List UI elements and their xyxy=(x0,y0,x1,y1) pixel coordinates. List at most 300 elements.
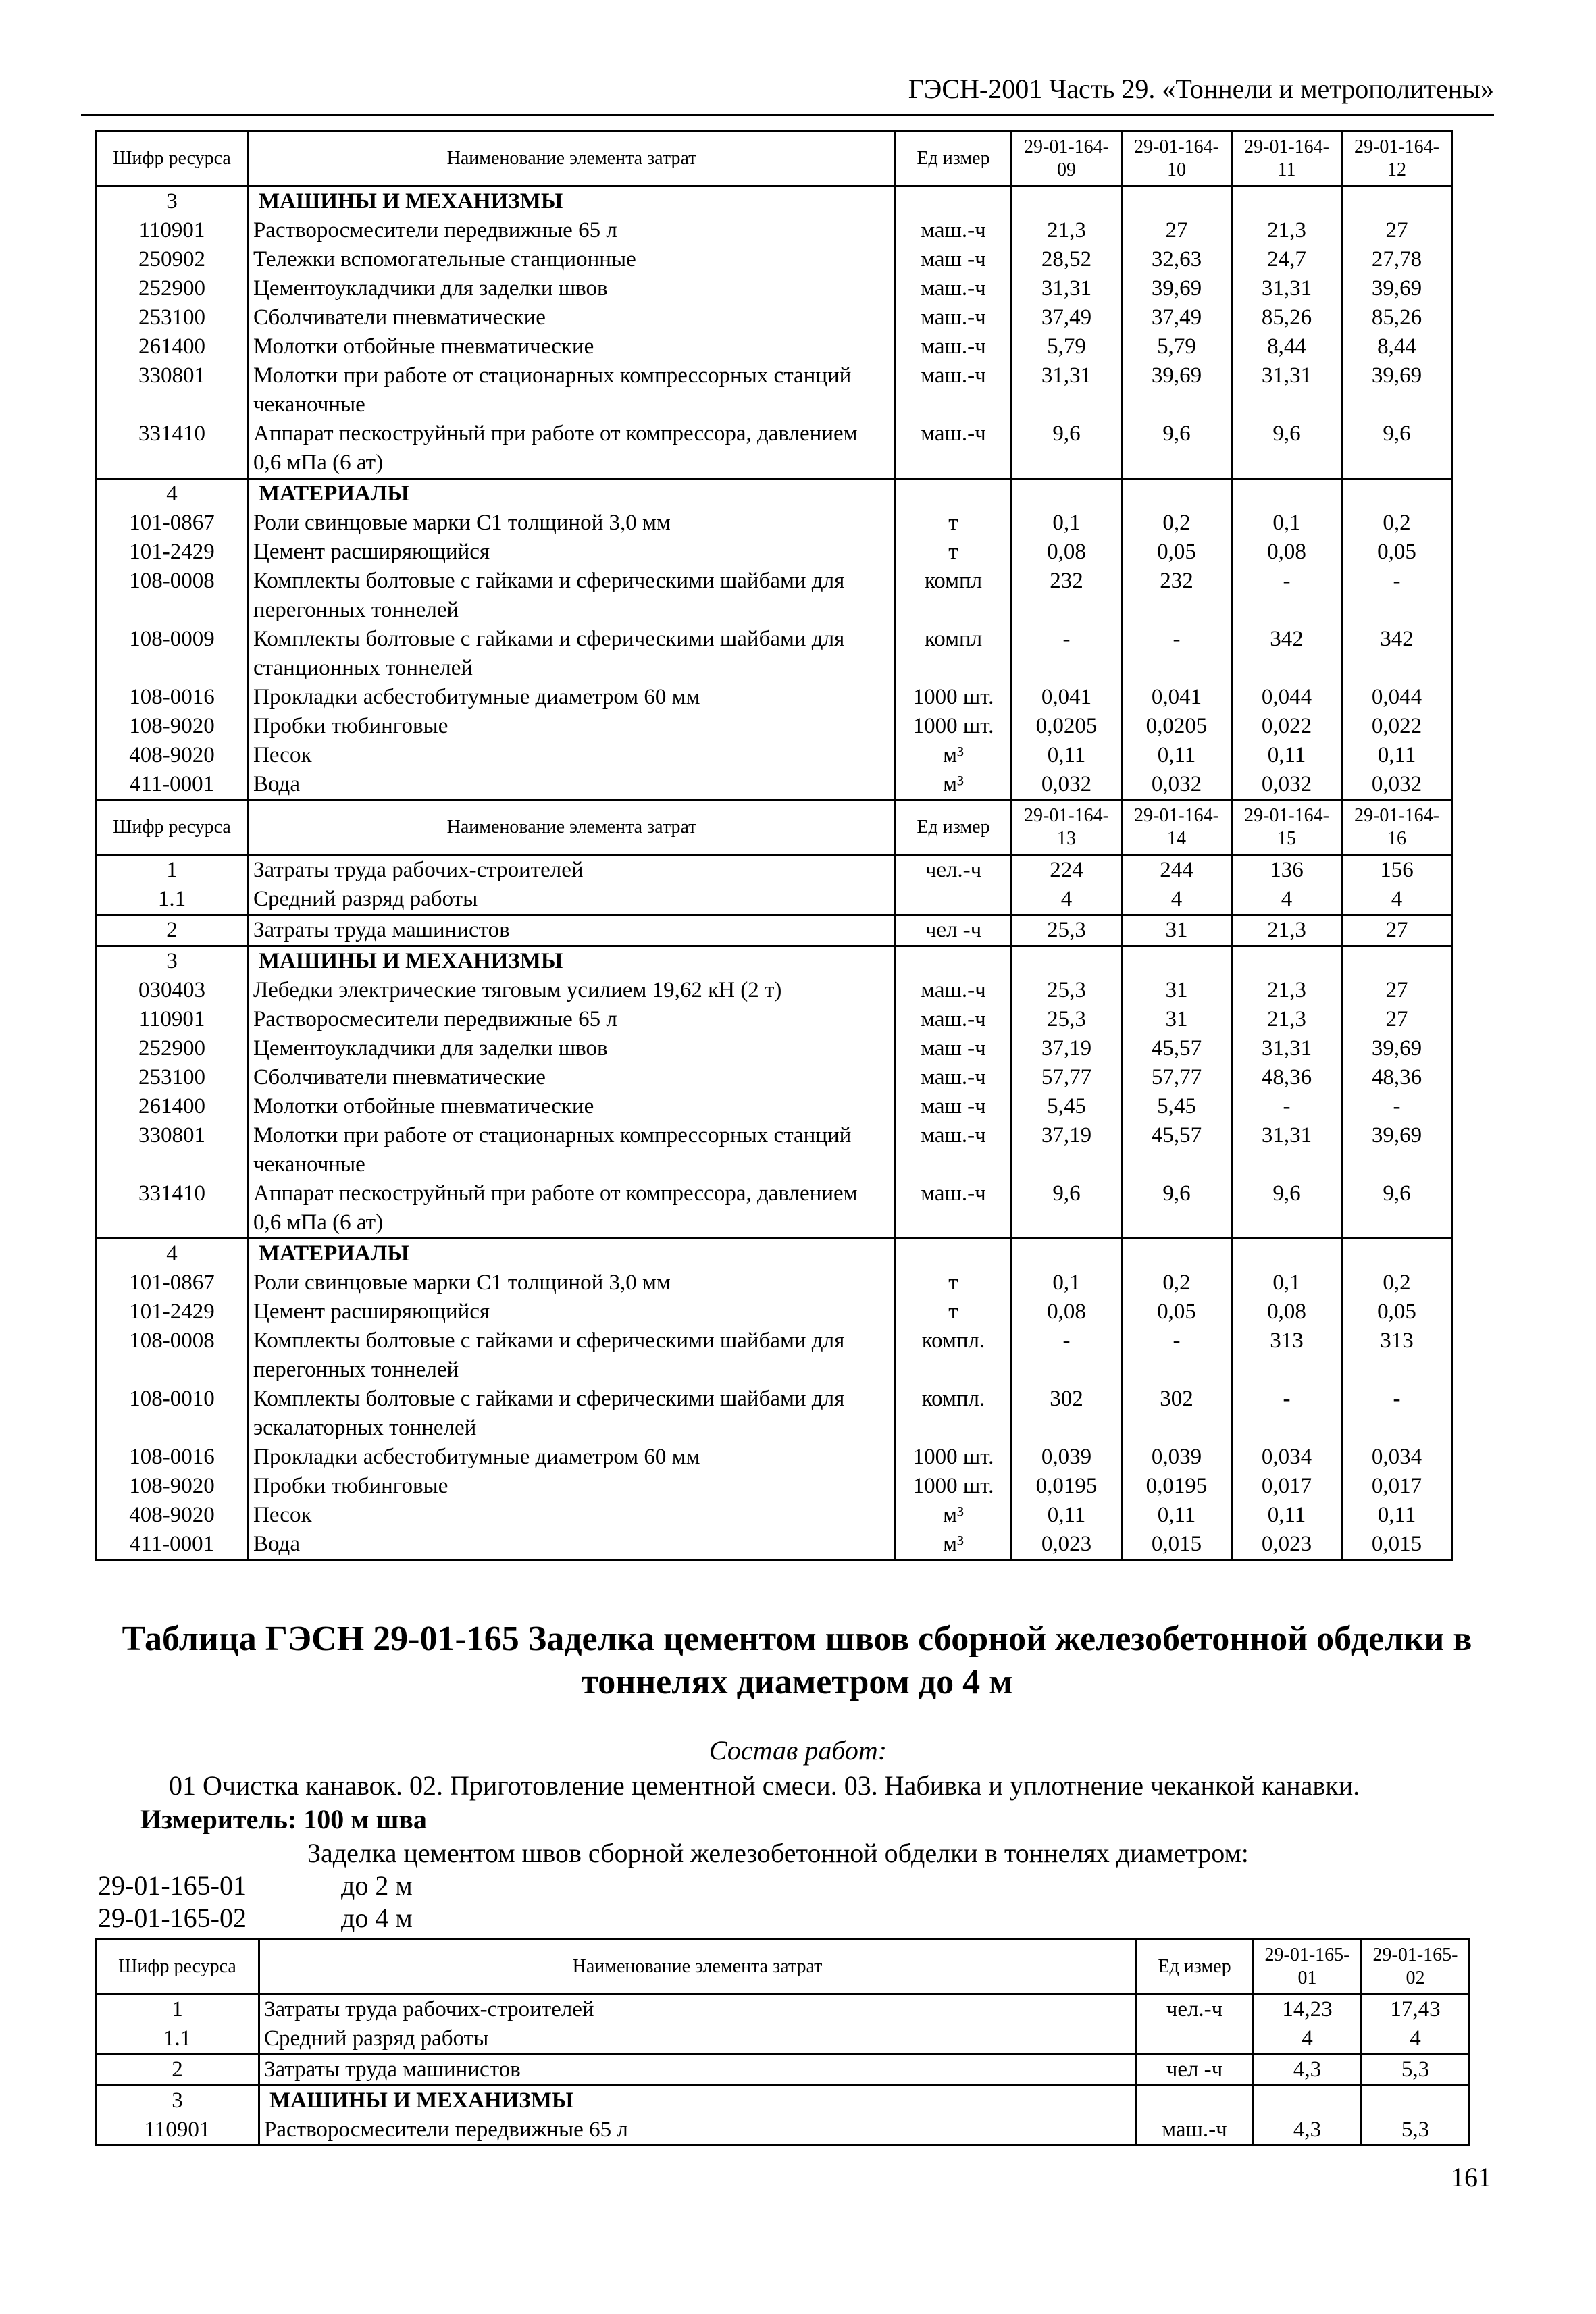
value-cell: 39,69 xyxy=(1342,274,1452,303)
value-cell: 0,11 xyxy=(1122,741,1232,770)
resource-code: 108-9020 xyxy=(96,712,249,741)
value-cell: 31,31 xyxy=(1232,361,1342,419)
value-cell: 0,023 xyxy=(1232,1530,1342,1560)
resource-row xyxy=(96,1443,1452,1472)
section-row xyxy=(96,1239,1452,1269)
value-cell: 39,69 xyxy=(1342,1034,1452,1063)
value-cell: 4 xyxy=(1362,2024,1470,2055)
resource-code: 108-0009 xyxy=(96,625,249,683)
resource-row xyxy=(96,1063,1452,1092)
resource-name: Роли свинцовые марки С1 толщиной 3,0 мм xyxy=(249,1268,896,1297)
resource-table-165 xyxy=(95,1938,1470,2146)
value-cell: 0,05 xyxy=(1122,538,1232,567)
section-title: МАШИНЫ И МЕХАНИЗМЫ xyxy=(249,186,896,217)
unit-cell: 1000 шт. xyxy=(896,1443,1012,1472)
value-cell: 0,032 xyxy=(1232,770,1342,800)
value-cell: 4 xyxy=(1122,885,1232,915)
unit-cell xyxy=(896,885,1012,915)
unit-cell xyxy=(1136,2024,1254,2055)
resource-row xyxy=(96,1327,1452,1385)
section-row xyxy=(96,2086,1470,2116)
resource-code: 1 xyxy=(96,1995,259,2025)
resource-code: 2 xyxy=(96,2055,259,2086)
value-cell: 0,032 xyxy=(1342,770,1452,800)
value-cell: 37,19 xyxy=(1012,1034,1122,1063)
value-cell: - xyxy=(1012,625,1122,683)
header-unit: Ед измер xyxy=(1136,1940,1254,1995)
unit-cell: компл. xyxy=(896,1327,1012,1385)
header-norm-code: 29-01-164-16 xyxy=(1342,800,1452,855)
unit-cell: м³ xyxy=(896,1501,1012,1530)
value-cell: 27 xyxy=(1342,216,1452,245)
resource-name: Растворосмесители передвижные 65 л xyxy=(249,1005,896,1034)
header-name: Наименование элемента затрат xyxy=(249,800,896,855)
resource-code: 330801 xyxy=(96,1121,249,1179)
resource-name: Растворосмесители передвижные 65 л xyxy=(249,216,896,245)
variant-code: 29-01-165-01 xyxy=(98,1870,247,1901)
resource-row xyxy=(96,770,1452,800)
header-norm-code: 29-01-164-15 xyxy=(1232,800,1342,855)
value-cell: 0,0205 xyxy=(1012,712,1122,741)
section-row xyxy=(96,946,1452,977)
resource-code: 101-2429 xyxy=(96,1297,249,1327)
value-cell: 9,6 xyxy=(1232,1179,1342,1239)
value-cell: 0,11 xyxy=(1122,1501,1232,1530)
value-cell: 27 xyxy=(1342,1005,1452,1034)
value-cell: - xyxy=(1342,1385,1452,1443)
value-cell: 14,23 xyxy=(1254,1995,1362,2025)
value-cell xyxy=(1232,186,1342,217)
resource-code: 2 xyxy=(96,915,249,946)
value-cell: 32,63 xyxy=(1122,245,1232,274)
value-cell: 4 xyxy=(1254,2024,1362,2055)
resource-row xyxy=(96,303,1452,332)
table-header-row xyxy=(96,800,1452,855)
value-cell: 0,05 xyxy=(1342,1297,1452,1327)
resource-row xyxy=(96,1995,1470,2025)
value-cell: 27 xyxy=(1342,915,1452,946)
value-cell: 5,3 xyxy=(1362,2055,1470,2086)
table-title: Таблица ГЭСН 29-01-165 Заделка цементом швов сборной железобетонной обделки в тоннелях диаметром до 4 м xyxy=(122,1620,1472,1701)
value-cell: 302 xyxy=(1122,1385,1232,1443)
value-cell: 45,57 xyxy=(1122,1121,1232,1179)
section-title: МАШИНЫ И МЕХАНИЗМЫ xyxy=(249,946,896,977)
resource-row xyxy=(96,915,1452,946)
value-cell xyxy=(1362,2086,1470,2116)
value-cell: 27 xyxy=(1342,976,1452,1005)
value-cell: 0,08 xyxy=(1012,538,1122,567)
value-cell: 0,032 xyxy=(1122,770,1232,800)
value-cell xyxy=(1122,1239,1232,1269)
value-cell: 136 xyxy=(1232,855,1342,885)
unit-cell: чел.-ч xyxy=(896,855,1012,885)
value-cell: 0,034 xyxy=(1232,1443,1342,1472)
value-cell: 313 xyxy=(1342,1327,1452,1385)
resource-row xyxy=(96,1179,1452,1239)
resource-code: 1.1 xyxy=(96,885,249,915)
resource-name: Тележки вспомогательные станционные xyxy=(249,245,896,274)
resource-code: 253100 xyxy=(96,303,249,332)
resource-row xyxy=(96,245,1452,274)
resource-name: Средний разряд работы xyxy=(249,885,896,915)
resource-name: Цемент расширяющийся xyxy=(249,1297,896,1327)
composition-text: 01 Очистка канавок. 02. Приготовление цементной смеси. 03. Набивка и уплотнение чеканкой канавки. xyxy=(169,1770,1360,1801)
value-cell: 27,78 xyxy=(1342,245,1452,274)
resource-name: Затраты труда рабочих-строителей xyxy=(249,855,896,885)
value-cell: 0,039 xyxy=(1122,1443,1232,1472)
value-cell: - xyxy=(1342,567,1452,625)
value-cell: 31,31 xyxy=(1232,1034,1342,1063)
value-cell: 9,6 xyxy=(1012,419,1122,479)
resource-code: 411-0001 xyxy=(96,1530,249,1560)
unit-cell xyxy=(1136,2086,1254,2116)
unit-cell: маш.-ч xyxy=(896,976,1012,1005)
value-cell: 244 xyxy=(1122,855,1232,885)
composition-heading: Состав работ: xyxy=(709,1735,887,1766)
resource-name: Комплекты болтовые с гайками и сферическими шайбами для станционных тоннелей xyxy=(249,625,896,683)
value-cell: 0,032 xyxy=(1012,770,1122,800)
value-cell xyxy=(1232,946,1342,977)
unit-cell xyxy=(896,479,1012,509)
value-cell: 232 xyxy=(1012,567,1122,625)
unit-cell: маш.-ч xyxy=(896,1005,1012,1034)
value-cell xyxy=(1012,1239,1122,1269)
resource-code: 252900 xyxy=(96,274,249,303)
value-cell: 21,3 xyxy=(1012,216,1122,245)
value-cell: - xyxy=(1232,1385,1342,1443)
resource-name: Молотки отбойные пневматические xyxy=(249,1092,896,1121)
header-norm-code: 29-01-164-14 xyxy=(1122,800,1232,855)
header-norm-code: 29-01-164-09 xyxy=(1012,132,1122,186)
unit-cell: компл xyxy=(896,625,1012,683)
resource-row xyxy=(96,509,1452,538)
value-cell: 5,45 xyxy=(1122,1092,1232,1121)
resource-code: 261400 xyxy=(96,332,249,361)
variant-description: до 2 м xyxy=(341,1870,413,1901)
value-cell: 9,6 xyxy=(1122,1179,1232,1239)
value-cell: 0,0195 xyxy=(1012,1472,1122,1501)
value-cell: - xyxy=(1232,1092,1342,1121)
resource-name: Затраты труда машинистов xyxy=(249,915,896,946)
resource-table-164-13-16 xyxy=(95,799,1453,1561)
value-cell: 17,43 xyxy=(1362,1995,1470,2025)
resource-code: 1 xyxy=(96,855,249,885)
value-cell: 39,69 xyxy=(1342,361,1452,419)
unit-cell: компл xyxy=(896,567,1012,625)
value-cell xyxy=(1232,1239,1342,1269)
value-cell: 0,05 xyxy=(1342,538,1452,567)
resource-code: 3 xyxy=(96,946,249,977)
header-name: Наименование элемента затрат xyxy=(259,1940,1136,1995)
resource-code: 110901 xyxy=(96,2115,259,2146)
unit-cell: маш.-ч xyxy=(896,1179,1012,1239)
value-cell: 85,26 xyxy=(1232,303,1342,332)
value-cell: 8,44 xyxy=(1342,332,1452,361)
resource-row xyxy=(96,361,1452,419)
value-cell: 37,19 xyxy=(1012,1121,1122,1179)
value-cell: 0,023 xyxy=(1012,1530,1122,1560)
value-cell: 0,015 xyxy=(1342,1530,1452,1560)
value-cell: 0,2 xyxy=(1122,1268,1232,1297)
resource-row xyxy=(96,332,1452,361)
resource-name: Сболчиватели пневматические xyxy=(249,303,896,332)
value-cell: 27 xyxy=(1122,216,1232,245)
resource-code: 101-0867 xyxy=(96,509,249,538)
value-cell xyxy=(1122,479,1232,509)
unit-cell: 1000 шт. xyxy=(896,1472,1012,1501)
unit-cell: т xyxy=(896,509,1012,538)
resource-code: 108-9020 xyxy=(96,1472,249,1501)
unit-cell: 1000 шт. xyxy=(896,712,1012,741)
value-cell: 5,79 xyxy=(1012,332,1122,361)
value-cell: 0,11 xyxy=(1232,1501,1342,1530)
header-code: Шифр ресурса xyxy=(96,132,249,186)
value-cell: 9,6 xyxy=(1012,1179,1122,1239)
header-norm-code: 29-01-164-10 xyxy=(1122,132,1232,186)
section-title: МАТЕРИАЛЫ xyxy=(249,479,896,509)
page-number: 161 xyxy=(1451,2162,1491,2192)
unit-cell: 1000 шт. xyxy=(896,683,1012,712)
variant-code: 29-01-165-02 xyxy=(98,1903,247,1933)
resource-row xyxy=(96,1530,1452,1560)
value-cell: 0,044 xyxy=(1232,683,1342,712)
resource-name: Пробки тюбинговые xyxy=(249,1472,896,1501)
resource-row xyxy=(96,1005,1452,1034)
value-cell: - xyxy=(1012,1327,1122,1385)
resource-name: Пробки тюбинговые xyxy=(249,712,896,741)
value-cell: 0,1 xyxy=(1012,509,1122,538)
value-cell: 31,31 xyxy=(1012,274,1122,303)
unit-cell: т xyxy=(896,1297,1012,1327)
resource-row xyxy=(96,741,1452,770)
resource-code: 101-2429 xyxy=(96,538,249,567)
value-cell: 0,041 xyxy=(1122,683,1232,712)
header-unit: Ед измер xyxy=(896,800,1012,855)
value-cell: 8,44 xyxy=(1232,332,1342,361)
resource-name: Прокладки асбестобитумные диаметром 60 мм xyxy=(249,683,896,712)
unit-cell: маш.-ч xyxy=(896,216,1012,245)
header-norm-code: 29-01-164-11 xyxy=(1232,132,1342,186)
resource-row xyxy=(96,1121,1452,1179)
resource-table-164-09-12 xyxy=(95,130,1453,801)
value-cell: 0,2 xyxy=(1122,509,1232,538)
unit-cell: маш.-ч xyxy=(896,419,1012,479)
value-cell: 9,6 xyxy=(1342,1179,1452,1239)
value-cell: 4 xyxy=(1012,885,1122,915)
unit-cell: м³ xyxy=(896,1530,1012,1560)
unit-cell: чел.-ч xyxy=(1136,1995,1254,2025)
value-cell: 232 xyxy=(1122,567,1232,625)
unit-cell: компл. xyxy=(896,1385,1012,1443)
resource-row xyxy=(96,419,1452,479)
value-cell: - xyxy=(1122,625,1232,683)
resource-row xyxy=(96,567,1452,625)
section-row xyxy=(96,186,1452,217)
value-cell xyxy=(1012,479,1122,509)
value-cell: 0,11 xyxy=(1012,1501,1122,1530)
value-cell: 48,36 xyxy=(1232,1063,1342,1092)
resource-name: Цементоукладчики для заделки швов xyxy=(249,274,896,303)
value-cell: 31 xyxy=(1122,976,1232,1005)
value-cell: 25,3 xyxy=(1012,976,1122,1005)
value-cell: 39,69 xyxy=(1122,274,1232,303)
resource-row xyxy=(96,855,1452,885)
value-cell: 57,77 xyxy=(1122,1063,1232,1092)
value-cell: 31 xyxy=(1122,915,1232,946)
value-cell: 24,7 xyxy=(1232,245,1342,274)
unit-cell: т xyxy=(896,1268,1012,1297)
value-cell xyxy=(1254,2086,1362,2116)
unit-cell: м³ xyxy=(896,770,1012,800)
value-cell: 25,3 xyxy=(1012,1005,1122,1034)
resource-row xyxy=(96,2115,1470,2146)
header-code: Шифр ресурса xyxy=(96,800,249,855)
value-cell: 25,3 xyxy=(1012,915,1122,946)
value-cell: 0,11 xyxy=(1012,741,1122,770)
resource-code: 101-0867 xyxy=(96,1268,249,1297)
value-cell: 9,6 xyxy=(1232,419,1342,479)
value-cell: 5,3 xyxy=(1362,2115,1470,2146)
resource-name: Роли свинцовые марки С1 толщиной 3,0 мм xyxy=(249,509,896,538)
resource-name: Аппарат пескоструйный при работе от компрессора, давлением 0,6 мПа (6 ат) xyxy=(249,419,896,479)
value-cell: 48,36 xyxy=(1342,1063,1452,1092)
value-cell: 0,039 xyxy=(1012,1443,1122,1472)
value-cell: 0,05 xyxy=(1122,1297,1232,1327)
resource-name: Песок xyxy=(249,741,896,770)
table-header-row xyxy=(96,1940,1470,1995)
resource-code: 408-9020 xyxy=(96,741,249,770)
value-cell: 39,69 xyxy=(1342,1121,1452,1179)
resource-name: Комплекты болтовые с гайками и сферическими шайбами для эскалаторных тоннелей xyxy=(249,1385,896,1443)
value-cell: 28,52 xyxy=(1012,245,1122,274)
header-norm-code: 29-01-165-01 xyxy=(1254,1940,1362,1995)
value-cell: 4,3 xyxy=(1254,2115,1362,2146)
resource-row xyxy=(96,1268,1452,1297)
unit-cell: маш -ч xyxy=(896,1034,1012,1063)
value-cell: 0,044 xyxy=(1342,683,1452,712)
value-cell: 0,022 xyxy=(1232,712,1342,741)
value-cell: 57,77 xyxy=(1012,1063,1122,1092)
value-cell: - xyxy=(1232,567,1342,625)
resource-code: 3 xyxy=(96,2086,259,2116)
resource-row xyxy=(96,1385,1452,1443)
value-cell: 31,31 xyxy=(1232,274,1342,303)
resource-code: 4 xyxy=(96,1239,249,1269)
unit-cell: маш.-ч xyxy=(1136,2115,1254,2146)
header-norm-code: 29-01-165-02 xyxy=(1362,1940,1470,1995)
resource-code: 030403 xyxy=(96,976,249,1005)
resource-name: Комплекты болтовые с гайками и сферическими шайбами для перегонных тоннелей xyxy=(249,567,896,625)
value-cell: 0,034 xyxy=(1342,1443,1452,1472)
resource-code: 3 xyxy=(96,186,249,217)
value-cell: 0,1 xyxy=(1232,509,1342,538)
resource-name: Вода xyxy=(249,1530,896,1560)
value-cell: 0,1 xyxy=(1232,1268,1342,1297)
value-cell: 4 xyxy=(1342,885,1452,915)
value-cell: 0,041 xyxy=(1012,683,1122,712)
resource-name: Песок xyxy=(249,1501,896,1530)
header-code: Шифр ресурса xyxy=(96,1940,259,1995)
resource-code: 261400 xyxy=(96,1092,249,1121)
resource-name: Затраты труда машинистов xyxy=(259,2055,1136,2086)
unit-cell: маш.-ч xyxy=(896,1121,1012,1179)
unit-cell xyxy=(896,186,1012,217)
unit-cell: маш.-ч xyxy=(896,332,1012,361)
value-cell: 313 xyxy=(1232,1327,1342,1385)
resource-code: 110901 xyxy=(96,1005,249,1034)
value-cell: - xyxy=(1122,1327,1232,1385)
value-cell xyxy=(1342,1239,1452,1269)
section-title: МАТЕРИАЛЫ xyxy=(249,1239,896,1269)
resource-name: Вода xyxy=(249,770,896,800)
value-cell: 0,08 xyxy=(1012,1297,1122,1327)
value-cell: 21,3 xyxy=(1232,1005,1342,1034)
resource-row xyxy=(96,1472,1452,1501)
resource-name: Аппарат пескоструйный при работе от компрессора, давлением 0,6 мПа (6 ат) xyxy=(249,1179,896,1239)
resource-name: Прокладки асбестобитумные диаметром 60 мм xyxy=(249,1443,896,1472)
value-cell: 5,45 xyxy=(1012,1092,1122,1121)
variants-intro: Заделка цементом швов сборной железобетонной обделки в тоннелях диаметром: xyxy=(307,1838,1249,1868)
value-cell: 85,26 xyxy=(1342,303,1452,332)
value-cell: 224 xyxy=(1012,855,1122,885)
value-cell: 45,57 xyxy=(1122,1034,1232,1063)
resource-code: 108-0008 xyxy=(96,567,249,625)
value-cell: 31,31 xyxy=(1012,361,1122,419)
resource-row xyxy=(96,538,1452,567)
value-cell: 156 xyxy=(1342,855,1452,885)
resource-code: 4 xyxy=(96,479,249,509)
unit-cell: чел -ч xyxy=(1136,2055,1254,2086)
value-cell: 9,6 xyxy=(1122,419,1232,479)
value-cell: 0,2 xyxy=(1342,1268,1452,1297)
resource-code: 330801 xyxy=(96,361,249,419)
value-cell xyxy=(1232,479,1342,509)
resource-code: 252900 xyxy=(96,1034,249,1063)
value-cell: 0,08 xyxy=(1232,1297,1342,1327)
value-cell: 4 xyxy=(1232,885,1342,915)
resource-row xyxy=(96,625,1452,683)
resource-row xyxy=(96,712,1452,741)
resource-row xyxy=(96,976,1452,1005)
section-title: МАШИНЫ И МЕХАНИЗМЫ xyxy=(259,2086,1136,2116)
table-header-row xyxy=(96,132,1452,186)
unit-cell xyxy=(896,946,1012,977)
resource-row xyxy=(96,1297,1452,1327)
value-cell xyxy=(1012,186,1122,217)
resource-name: Молотки при работе от стационарных компрессорных станций чеканочные xyxy=(249,361,896,419)
resource-row xyxy=(96,1501,1452,1530)
value-cell: 0,015 xyxy=(1122,1530,1232,1560)
resource-name: Растворосмесители передвижные 65 л xyxy=(259,2115,1136,2146)
measure-unit: Измеритель: 100 м шва xyxy=(140,1804,427,1834)
resource-row xyxy=(96,2024,1470,2055)
value-cell: 31 xyxy=(1122,1005,1232,1034)
value-cell: - xyxy=(1342,1092,1452,1121)
value-cell xyxy=(1012,946,1122,977)
value-cell: 5,79 xyxy=(1122,332,1232,361)
value-cell: 0,11 xyxy=(1342,1501,1452,1530)
resource-row xyxy=(96,216,1452,245)
value-cell: 342 xyxy=(1342,625,1452,683)
resource-code: 411-0001 xyxy=(96,770,249,800)
unit-cell: т xyxy=(896,538,1012,567)
resource-code: 110901 xyxy=(96,216,249,245)
resource-row xyxy=(96,683,1452,712)
value-cell: 0,1 xyxy=(1012,1268,1122,1297)
resource-code: 331410 xyxy=(96,419,249,479)
unit-cell xyxy=(896,1239,1012,1269)
value-cell: 31,31 xyxy=(1232,1121,1342,1179)
